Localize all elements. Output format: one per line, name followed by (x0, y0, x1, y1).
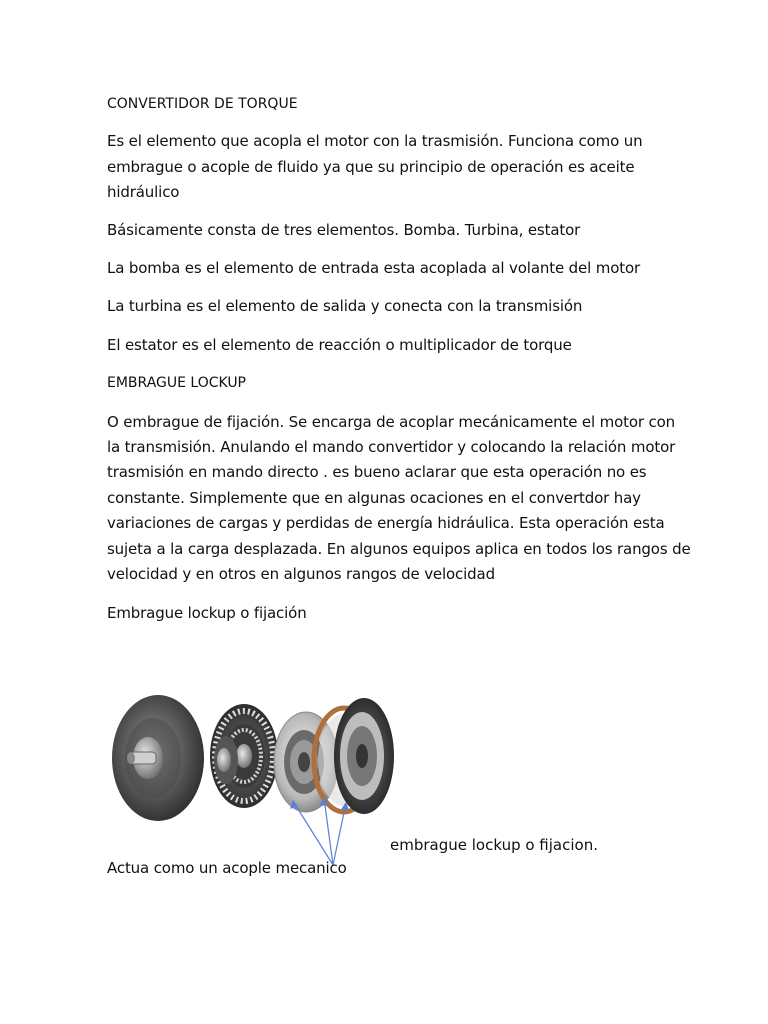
para4: La turbina es el elemento de salida y conecta con la transmisión (107, 297, 583, 315)
caption-embrague-lockup: embrague lockup o fijacion. (390, 836, 598, 854)
para2: Básicamente consta de tres elementos. Bomba. Turbina, estator (107, 221, 581, 239)
caption-acople-mecanico: Actua como un acople mecanico (107, 859, 347, 877)
heading-convertidor: CONVERTIDOR DE TORQUE (107, 96, 298, 112)
para6-line5: variaciones de cargas y perdidas de energía hidráulica. Esta operación esta (107, 514, 665, 532)
para6-line7: velocidad y en otros en algunos rangos de velocidad (107, 565, 495, 583)
para6-line6: sujeta a la carga desplazada. En algunos equipos aplica en todos los rangos de (107, 540, 691, 558)
torque-converter-exploded-view-icon (108, 690, 398, 870)
para6-line4: constante. Simplemente que en algunas ocaciones en el convertdor hay (107, 489, 641, 507)
para6-line3: trasmisión en mando directo . es bueno aclarar que esta operación no es (107, 463, 647, 481)
para1-line3: hidráulico (107, 183, 180, 201)
para3: La bomba es el elemento de entrada esta acoplada al volante del motor (107, 259, 640, 277)
para6-line1: O embrague de fijación. Se encarga de acoplar mecánicamente el motor con (107, 413, 676, 431)
para1-line2: embrague o acople de fluido ya que su principio de operación es aceite (107, 158, 635, 176)
para6-line2: la transmisión. Anulando el mando convertidor y colocando la relación motor (107, 438, 676, 456)
para5: El estator es el elemento de reacción o multiplicador de torque (107, 336, 572, 354)
para1-line1: Es el elemento que acopla el motor con la trasmisión. Funciona como un (107, 132, 643, 150)
heading-embrague-lockup: EMBRAGUE LOCKUP (107, 375, 247, 391)
para7: Embrague lockup o fijación (107, 604, 307, 622)
